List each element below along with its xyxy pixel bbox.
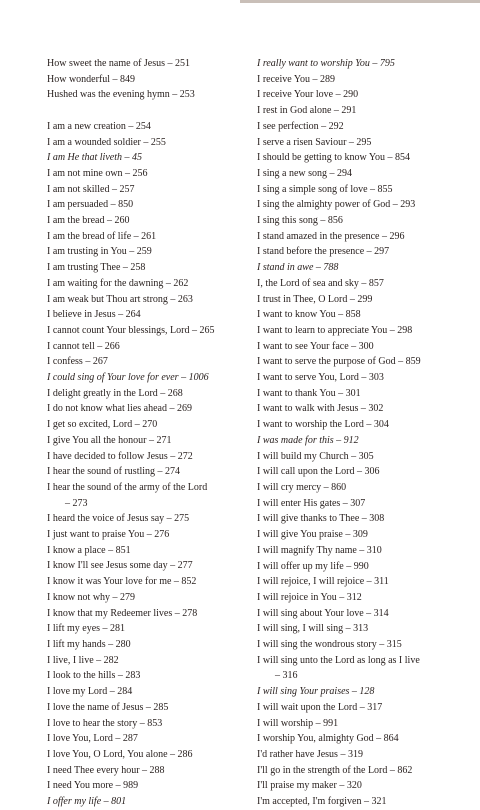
index-entry: I want to see Your face – 300	[257, 340, 374, 352]
index-entry: I stand amazed in the presence – 296	[257, 230, 405, 242]
index-entry: I just want to praise You – 276	[47, 529, 170, 541]
index-entry: I will worship – 991	[257, 717, 339, 729]
index-entry: I sing the almighty power of God – 293	[257, 199, 416, 211]
index-entry: I want to walk with Jesus – 302	[257, 403, 384, 415]
index-entry: I will sing about Your love – 314	[257, 607, 389, 619]
index-entry: I love my Lord – 284	[47, 686, 133, 698]
index-entry: I sing a simple song of love – 855	[257, 183, 393, 195]
index-entry: I look to the hills – 283	[47, 670, 141, 682]
index-entry: How wonderful – 849	[47, 73, 136, 85]
index-entry: I rest in God alone – 291	[257, 105, 357, 117]
top-edge-rule	[240, 0, 480, 3]
index-entry: How sweet the name of Jesus – 251	[47, 58, 191, 69]
index-entry: I know that my Redeemer lives – 278	[47, 607, 198, 619]
index-entry: I will cry mercy – 860	[257, 481, 347, 493]
index-entry: I sing this song – 856	[257, 215, 343, 227]
index-entry: I cannot tell – 266	[47, 340, 120, 352]
index-entry: I will sing the wondrous story – 315	[257, 639, 402, 651]
index-entry: I delight greatly in the Lord – 268	[47, 387, 183, 399]
index-entry: I offer my life – 801	[47, 796, 127, 808]
index-entry: I stand in awe – 788	[257, 262, 339, 274]
index-entry: I love to hear the story – 853	[47, 717, 163, 729]
index-entry: I will give thanks to Thee – 308	[257, 513, 385, 525]
index-entry: – 316	[275, 670, 298, 682]
index-entry: I will give You praise – 309	[257, 529, 368, 541]
index-entry: I am persuaded – 850	[47, 199, 134, 211]
index-entry: I will sing unto the Lord as long as I live	[257, 654, 420, 666]
index-entry: I'd rather have Jesus – 319	[257, 748, 363, 760]
index-entry: I live, I live – 282	[47, 654, 119, 666]
index-entry: I am not skilled – 257	[47, 183, 135, 195]
index-entry: I worship You, almighty God – 864	[257, 733, 399, 745]
index-entry: I cannot count Your blessings, Lord – 265	[47, 324, 215, 336]
index-entry: I will sing Your praises – 128	[257, 686, 375, 698]
index-entry: I do not know what lies ahead – 269	[47, 403, 192, 415]
index-entry: I am trusting Thee – 258	[47, 262, 146, 274]
index-entry: I am a new creation – 254	[47, 120, 151, 132]
index-entry: I will rejoice in You – 312	[257, 591, 362, 603]
index-entry: I am weak but Thou art strong – 263	[47, 293, 193, 305]
index-entry: I am He that liveth – 45	[47, 152, 142, 164]
index-entry: I will sing, I will sing – 313	[257, 623, 369, 635]
index-entry: I will enter His gates – 307	[257, 497, 366, 509]
index-entry: I will rejoice, I will rejoice – 311	[257, 576, 389, 588]
index-entry: I want to serve the purpose of God – 859	[257, 356, 421, 368]
index-entry: I love the name of Jesus – 285	[47, 701, 169, 713]
index-entry: I give You all the honour – 271	[47, 434, 172, 446]
index-entry: I hear the sound of rustling – 274	[47, 466, 181, 478]
index-entry: I receive You – 289	[257, 73, 336, 85]
index-entry: I want to thank You – 301	[257, 387, 361, 399]
index-entry: I see perfection – 292	[257, 120, 344, 132]
index-entry: I hear the sound of the army of the Lord	[47, 481, 208, 493]
index-entry: I will offer up my life – 990	[257, 560, 369, 572]
index-entry: I am the bread of life – 261	[47, 230, 157, 242]
index-entry: I have decided to follow Jesus – 272	[47, 450, 193, 462]
index-entry: I am not mine own – 256	[47, 167, 148, 179]
index-entry: – 273	[65, 497, 88, 509]
index-entry: I stand before the presence – 297	[257, 246, 390, 258]
index-entry: I get so excited, Lord – 270	[47, 419, 158, 431]
index-entry: I could sing of Your love for ever – 1006	[47, 372, 209, 384]
index-entry: I need Thee every hour – 288	[47, 764, 165, 776]
index-entry: I want to learn to appreciate You – 298	[257, 324, 413, 336]
index-entry: I want to worship the Lord – 304	[257, 419, 389, 431]
index-entry: I want to serve You, Lord – 303	[257, 372, 384, 384]
index-entry: I receive Your love – 290	[257, 89, 359, 101]
index-entry: I know I'll see Jesus some day – 277	[47, 560, 193, 572]
index-entry: I heard the voice of Jesus say – 275	[47, 513, 190, 525]
index-entry: I was made for this – 912	[257, 434, 359, 446]
index-entry: I know it was Your love for me – 852	[47, 576, 197, 588]
index-entry: I'm accepted, I'm forgiven – 321	[257, 796, 387, 808]
index-entry: I'll go in the strength of the Lord – 862	[257, 764, 413, 776]
index-entry: I will magnify Thy name – 310	[257, 544, 382, 556]
index-entry: I serve a risen Saviour – 295	[257, 136, 372, 148]
index-entry: I really want to worship You – 795	[257, 58, 395, 69]
index-entry: I am waiting for the dawning – 262	[47, 277, 189, 289]
index-column-left	[47, 56, 247, 810]
index-entry: I sing a new song – 294	[257, 167, 352, 179]
index-entry: I should be getting to know You – 854	[257, 152, 411, 164]
index-entry: I am a wounded soldier – 255	[47, 136, 166, 148]
index-entry: I am trusting in You – 259	[47, 246, 152, 258]
index-column-right	[257, 56, 467, 810]
index-entry: I lift my hands – 280	[47, 639, 131, 650]
index-entry: I will wait upon the Lord – 317	[257, 701, 383, 713]
index-entry: Hushed was the evening hymn – 253	[47, 89, 195, 101]
index-entry: I lift my eyes – 281	[47, 623, 126, 635]
index-entry: I need You more – 989	[47, 780, 139, 792]
index-entry: I believe in Jesus – 264	[47, 309, 141, 321]
index-entry: I, the Lord of sea and sky – 857	[257, 277, 384, 289]
index-entry: I love You, O Lord, You alone – 286	[47, 748, 193, 760]
index-entry: I want to know You – 858	[257, 309, 361, 321]
index-entry: I know not why – 279	[47, 591, 136, 603]
index-entry: I will call upon the Lord – 306	[257, 466, 380, 478]
index-entry: I'll praise my maker – 320	[257, 780, 362, 792]
index-entry: I will build my Church – 305	[257, 450, 374, 462]
index-entry: I love You, Lord – 287	[47, 733, 138, 745]
index-entry: I trust in Thee, O Lord – 299	[257, 293, 373, 305]
index-entry: I know a place – 851	[47, 544, 131, 556]
index-entry: I am the bread – 260	[47, 215, 130, 227]
index-entry: I confess – 267	[47, 356, 108, 368]
section-gap	[47, 103, 247, 119]
